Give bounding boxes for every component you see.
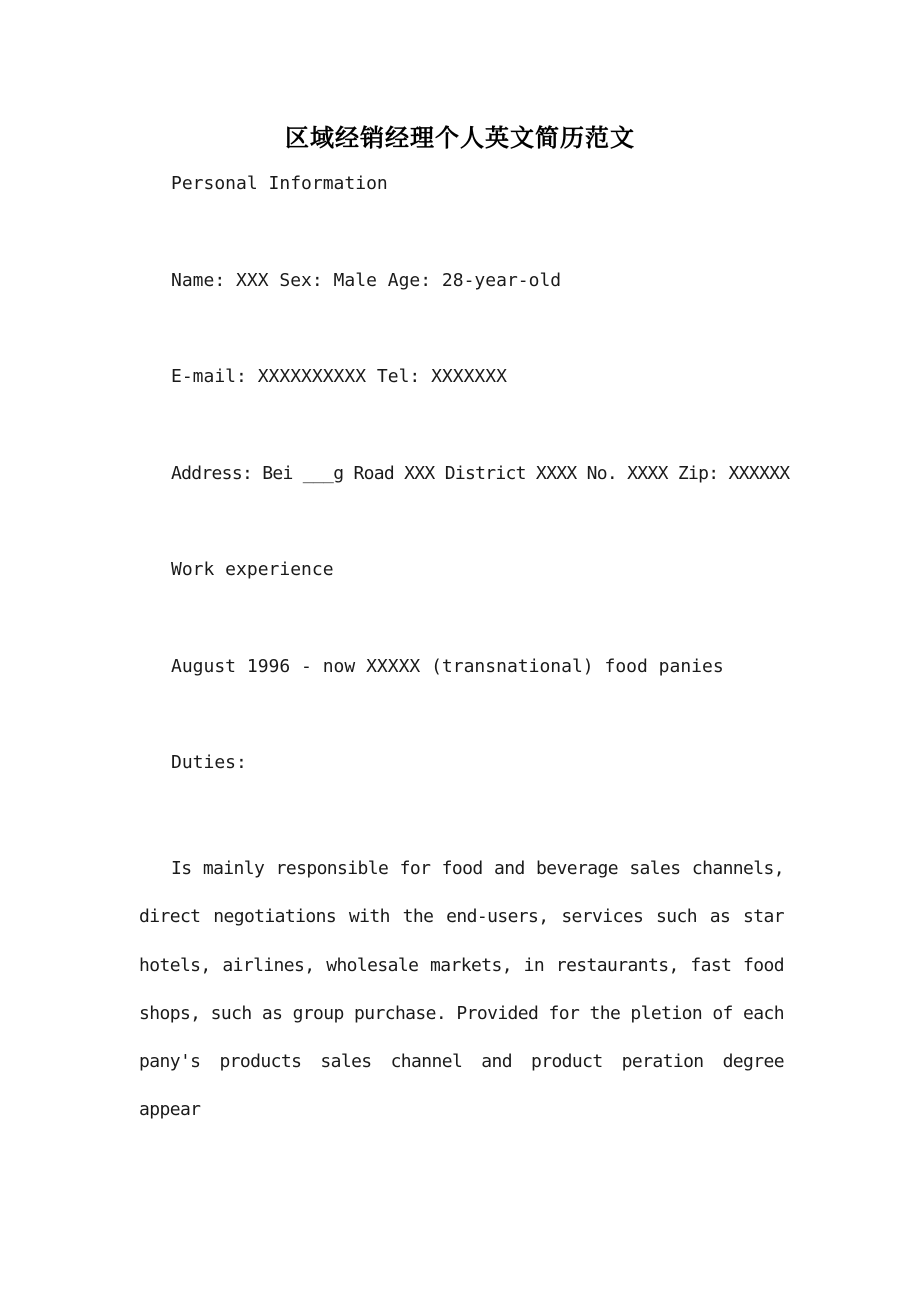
address-line: Address: Bei ___g Road XXX District XXXX No. XXXX Zip: XXXXXX <box>171 463 790 484</box>
name-sex-age-line: Name: XXX Sex: Male Age: 28-year-old <box>171 270 562 291</box>
work-experience-heading: Work experience <box>171 559 334 580</box>
duties-paragraph: Is mainly responsible for food and beverage sales channels, direct negotiations with the end-users, services such as star hotels, airlines, wholesale markets, in restaurants, fast food shops, such as group purchase. Provided for the pletion of each pany's products sales channel and product peration degree appear <box>139 858 784 1121</box>
personal-info-heading: Personal Information <box>171 173 388 194</box>
job-line: August 1996 - now XXXXX (transnational) food panies <box>171 656 724 677</box>
email-tel-line: E-mail: XXXXXXXXXX Tel: XXXXXXX <box>171 366 507 387</box>
document-title: 区域经销经理个人英文简历范文 <box>285 123 635 152</box>
duties-heading: Duties: <box>171 752 247 773</box>
